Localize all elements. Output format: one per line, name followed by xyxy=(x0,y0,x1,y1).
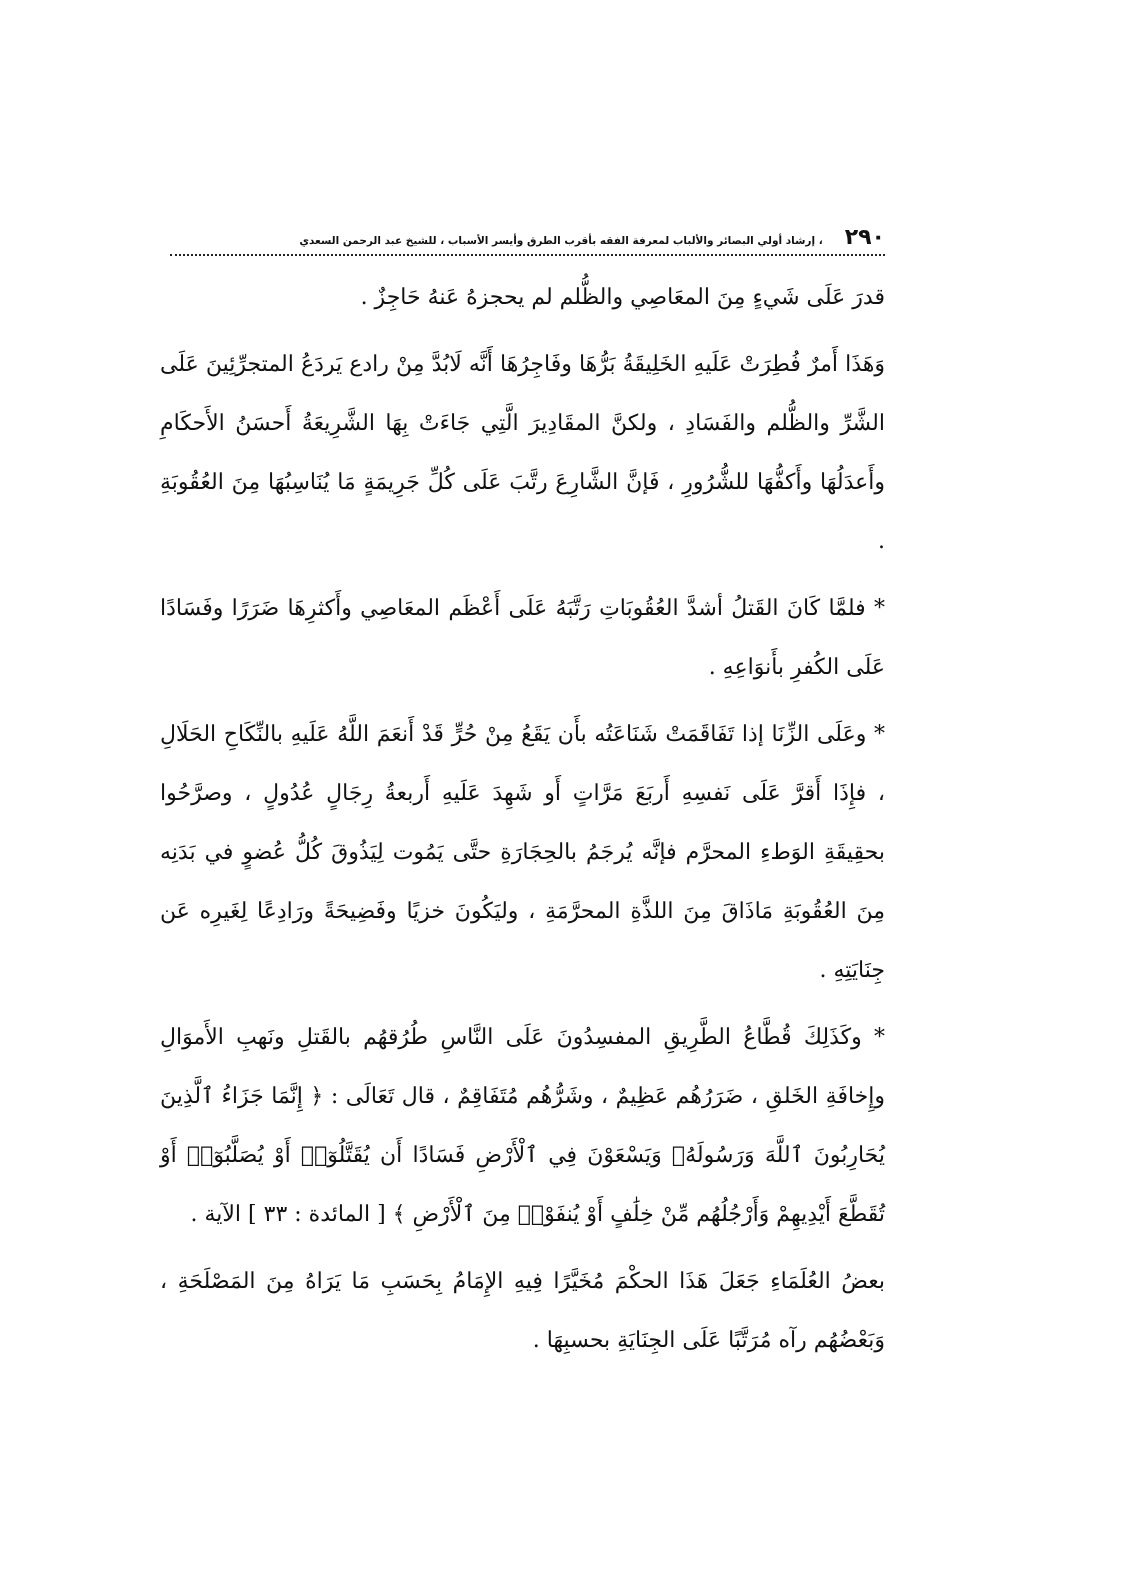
page-number: ٢٩٠ xyxy=(844,225,885,250)
running-header xyxy=(170,226,885,250)
paragraph: قدرَ عَلَى شَيءٍ مِنَ المعَاصِي والظُّلم لم يحجزهُ عَنهُ حَاجِزٌ . xyxy=(360,285,885,310)
paragraph: بعضُ العُلَمَاءِ جَعَلَ هَذَا الحكْمَ مُخَيَّرًا فِيهِ الإِمَامُ بِحَسَبِ مَا يَرَاهُ مِنَ المَصْلَحَةِ ، وَبَعْضُهُم رآه مُرَتَّبًا عَلَى الجِنَايَةِ بحسبِهَا . xyxy=(160,1269,885,1353)
paragraph: * وكَذَلِكَ قُطَّاعُ الطَّرِيقِ المفسِدُونَ عَلَى النَّاسِ طُرُقهُم بالقَتلِ ونَهبِ الأَموَالِ وإِخافَةِ الخَلقِ ، ضَرَرُهُم عَظِيمٌ ، وشَرُّهُم مُتَفَاقِمٌ ، قال تَعَالَى : ﴿ إِنَّمَا جَزَاءُ ٱلَّذِينَ يُحَارِبُونَ ٱللَّهَ وَرَسُولَهُۥ وَيَسْعَوْنَ فِي ٱلْأَرْضِ فَسَادًا أَن يُقَتَّلُوٓا۟ أَوْ يُصَلَّبُوٓا۟ أَوْ تُقَطَّعَ أَيْدِيهِمْ وَأَرْجُلُهُم مِّنْ خِلَٰفٍ أَوْ يُنفَوْا۟ مِنَ ٱلْأَرْضِ ﴾ [ المائدة : ٣٣ ] الآية . xyxy=(160,1025,885,1227)
paragraph: * وعَلَى الزِّنَا إذا تَفَاقَمَتْ شَنَاعَتُه بأَن يَقَعُ مِنْ حُرٍّ قَدْ أَنعَمَ اللَّهُ عَلَيهِ بالنِّكَاحِ الحَلَالِ ، فإِذَا أَقرَّ عَلَى نَفسِهِ أَربَعَ مَرَّاتٍ أَو شَهِدَ عَلَيهِ أَربعةُ رِجَالٍ عُدُولٍ ، وصرَّحُوا بحقِيقَةِ الوَطءِ المحرَّم فإنَّه يُرجَمُ بالحِجَارَةِ حتَّى يَمُوت لِيَذُوقَ كُلُّ عُضوٍ في بَدَنِه مِنَ العُقُوبَةِ مَاذَاقَ مِنَ اللذَّةِ المحرَّمَةِ ، وليَكُونَ خزيًا وفَضِيحَةً ورَادِعًا لِغَيرِه عَن جِنَايَتِهِ . xyxy=(160,722,885,983)
header-divider xyxy=(170,254,885,256)
paragraph: * فلمَّا كَانَ القَتلُ أشدَّ العُقُوبَاتِ رَتَّبَهُ عَلَى أَعْظَم المعَاصِي وأَكثرِهَا ضَرَرًا وفَسَادًا عَلَى الكُفرِ بأَنوَاعِهِ . xyxy=(160,596,885,680)
book-title: ، إرشاد أولي البصائر والألباب لمعرفة الفقه بأقرب الطرق وأيسر الأسباب ، للشيخ عبد الرحمن السعدي xyxy=(299,235,823,247)
paragraph: وَهَذَا أَمرٌ فُطِرَتْ عَلَيهِ الخَلِيقَةُ بَرُّهَا وفَاجِرُهَا أَنَّه لَابُدَّ مِنْ رادع يَردَعُ المتجرِّئِينَ عَلَى الشَّرِّ والظُّلم والفَسَادِ ، ولكنَّ المقَادِيرَ الَّتِي جَاءَتْ بِهَا الشَّرِيعَةُ أَحسَنُ الأَحكَامِ وأَعدَلُهَا وأَكفُّهَا للشُّرُورِ ، فَإنَّ الشَّارِعَ رتَّبَ عَلَى كُلِّ جَرِيمَةٍ مَا يُنَاسِبُهَا مِنَ العُقُوبَةِ . xyxy=(160,352,885,554)
body-text xyxy=(160,268,885,1370)
